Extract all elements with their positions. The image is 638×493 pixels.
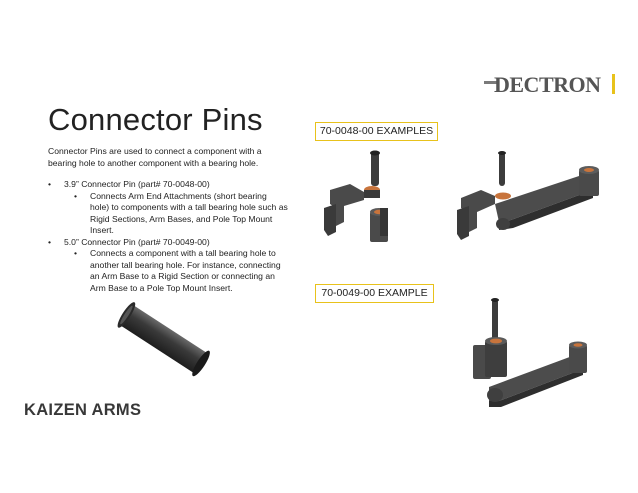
example-48-small-assembly	[320, 148, 400, 248]
bullet-item	[48, 179, 288, 191]
example-48-long-assembly	[455, 148, 605, 248]
bullet-text: 5.0” Connector Pin (part# 70-0049-00)	[64, 236, 210, 247]
sub-bullet-item	[48, 248, 288, 294]
bullet-text: 3.9” Connector Pin (part# 70-0048-00)	[64, 179, 210, 189]
example-49-assembly	[465, 295, 605, 415]
example-label-70-0048: 70-0048-00 EXAMPLES	[315, 122, 438, 141]
sub-bullet-text: Connects Arm End Attachments (short bearing hole) to components with a tall bearing hole such as Rigid Sections, Arm Bases, and Pole Top Mount Insert.	[90, 190, 288, 235]
intro-paragraph: Connector Pins are used to connect a component with a bearing hole to another component with a bearing hole.	[48, 146, 262, 168]
bullet-dot: •	[48, 236, 52, 247]
bullet-list	[48, 179, 288, 294]
bullet-item	[48, 237, 288, 249]
sub-bullet-item	[48, 191, 288, 237]
logo-wordmark: DECTRON	[494, 72, 601, 97]
dectron-logo	[484, 68, 624, 100]
brand-footer: KAIZEN ARMS	[24, 401, 142, 419]
sub-bullet-text: Connects a component with a tall bearing hole to another tall bearing hole. For instance, connecting an Arm Base to a Rigid Section or connecting an Arm Base to a Pole Top Mount Insert.	[90, 248, 281, 293]
bullet-dot: •	[48, 179, 52, 189]
page-title: Connector Pins	[48, 102, 263, 137]
bullet-dot: •	[74, 190, 78, 201]
connector-pin-image	[110, 300, 220, 380]
bullet-dot: •	[74, 248, 78, 258]
example-label-70-0049: 70-0049-00 EXAMPLE	[315, 284, 434, 303]
